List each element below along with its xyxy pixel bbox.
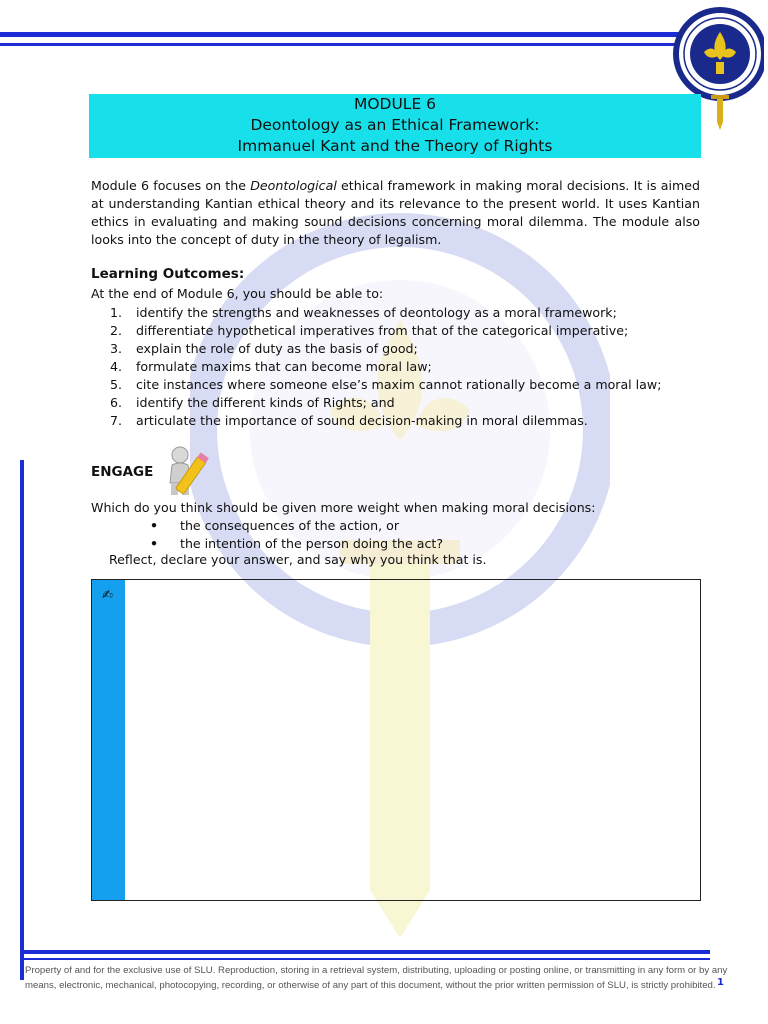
intro-emphasis: Deontological: [250, 178, 337, 193]
bottom-rule-thin: [20, 958, 710, 960]
learning-outcomes-list: [110, 304, 710, 430]
copyright-footer: [25, 963, 728, 993]
footer-line1: Property of and for the exclusive use of SLU. Reproduction, storing in a retrieval system, distributing, uploading or posting online, or transmitting in any form or by any: [25, 965, 728, 976]
reflect-instruction: Reflect, declare your answer, and say why you think that is.: [109, 552, 487, 567]
bullet-icon: •: [150, 518, 159, 533]
engage-question: Which do you think should be given more weight when making moral decisions:: [91, 500, 596, 515]
top-rule: [0, 32, 690, 37]
intro-text-before: Module 6 focuses on the: [91, 178, 251, 193]
list-item: 7. articulate the importance of sound decision-making in moral dilemmas.: [110, 413, 588, 428]
bullet-icon: •: [150, 536, 159, 551]
list-item: • the consequences of the action, or: [150, 518, 400, 533]
learning-outcomes-intro: At the end of Module 6, you should be able to:: [91, 286, 384, 301]
module-title-banner: [89, 94, 701, 158]
module-title-line2: Immanuel Kant and the Theory of Rights: [237, 137, 553, 155]
engage-options-list: [150, 517, 443, 553]
figure-with-pencil-icon: [158, 443, 216, 497]
engage-heading: ENGAGE: [91, 464, 154, 480]
list-item: 2. differentiate hypothetical imperatives from that of the categorical imperative;: [110, 323, 629, 338]
top-rule-thin: [0, 43, 690, 46]
left-rule: [20, 460, 24, 980]
writing-hand-icon: ✍: [102, 588, 113, 603]
answer-box[interactable]: [91, 579, 701, 901]
footer-line2: means, electronic, mechanical, photocopying, recording, or otherwise of any part of this document, without the prior written permission of SLU, is strictly prohibited.: [25, 980, 716, 991]
list-item: 4. formulate maxims that can become moral law;: [110, 359, 432, 374]
page-number: 1: [717, 977, 724, 988]
learning-outcomes-heading: Learning Outcomes:: [91, 266, 245, 282]
list-item: 1. identify the strengths and weaknesses of deontology as a moral framework;: [110, 305, 617, 320]
list-item: • the intention of the person doing the act?: [150, 536, 444, 551]
intro-text-after: ethical framework in making moral decisions. It is aimed at understanding Kantian ethical theory and its relevance to the present world. It uses Kantian ethics in evaluating and making sound decisions concerning moral dilemma. The module also looks into the concept of duty in the theory of legalism.: [91, 178, 700, 247]
module-title-line1: Deontology as an Ethical Framework:: [250, 116, 540, 134]
intro-paragraph: [91, 177, 700, 249]
list-item: 6. identify the different kinds of Rights; and: [110, 395, 395, 410]
list-item: 5. cite instances where someone else’s maxim cannot rationally become a moral law;: [110, 377, 662, 392]
answer-box-strip: [92, 580, 125, 900]
list-item: 3. explain the role of duty as the basis of good;: [110, 341, 418, 356]
module-number: MODULE 6: [353, 95, 437, 113]
bottom-rule: [20, 950, 710, 954]
